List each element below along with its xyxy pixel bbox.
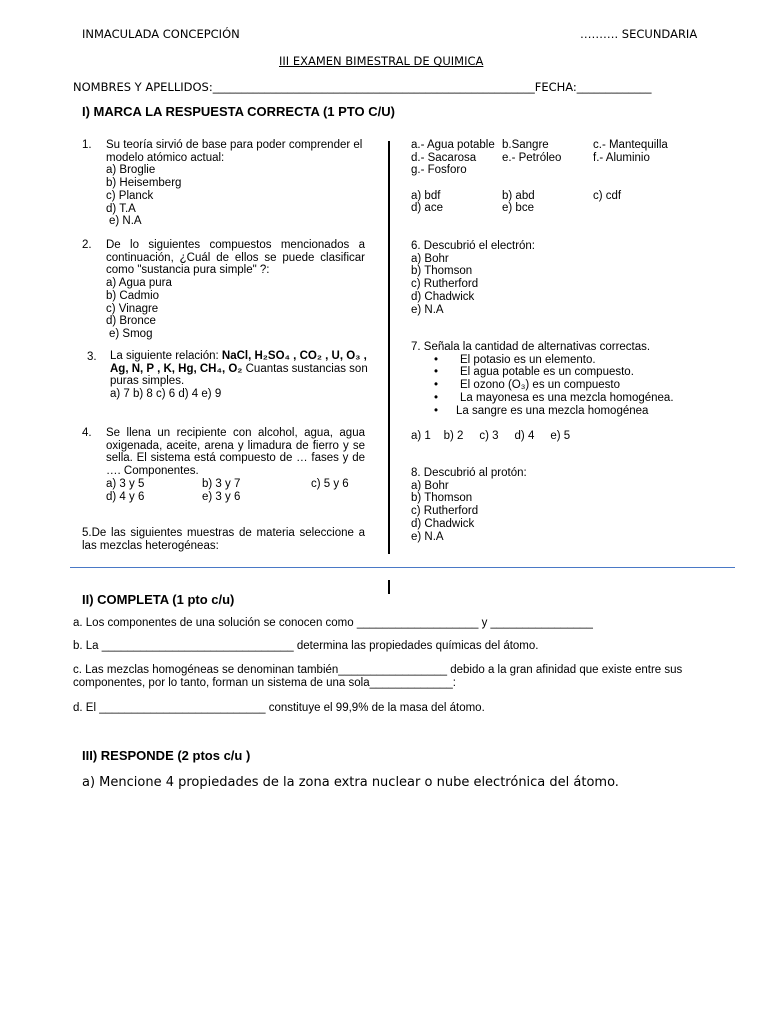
option-8e[interactable]: e) N.A <box>411 530 444 543</box>
question-5 <box>82 527 365 552</box>
option-5a[interactable]: a) bdf <box>411 189 441 202</box>
option-4b[interactable]: b) 3 y 7 <box>202 477 241 490</box>
section-1-heading: I) MARCA LA RESPUESTA CORRECTA (1 PTO C/U) <box>82 104 395 119</box>
question-2-number: 2. <box>82 239 92 251</box>
question-4-number: 4. <box>82 427 92 439</box>
bullet-icon: • <box>434 391 439 404</box>
option-1c[interactable]: c) Planck <box>106 189 154 202</box>
option-8d[interactable]: d) Chadwick <box>411 517 475 530</box>
option-8c[interactable]: c) Rutherford <box>411 505 479 518</box>
option-6e[interactable]: e) N.A <box>411 303 444 316</box>
question-3-number: 3. <box>87 351 97 363</box>
option-1a[interactable]: a) Broglie <box>106 164 156 177</box>
question-7 <box>411 341 674 417</box>
question-6 <box>411 240 535 316</box>
option-6b[interactable]: b) Thomson <box>411 265 473 278</box>
names-date-field[interactable]: NOMBRES Y APELLIDOS:________________________________________________________FECHA:_____________ <box>73 80 652 94</box>
school-name: INMACULADA CONCEPCIÓN <box>82 27 240 41</box>
option-5b[interactable]: b) abd <box>502 189 535 202</box>
question-5-text-line2: las mezclas heterogéneas: <box>82 539 219 552</box>
option-5d[interactable]: d) ace <box>411 202 443 215</box>
question-1-text-line1: Su teoría sirvió de base para poder comprender el <box>106 139 363 151</box>
question-2-text-line3: como "sustancia pura simple" ?: <box>106 264 270 277</box>
question-2-text-line1: De lo siguientes compuestos mencionados a <box>106 239 365 251</box>
complete-b[interactable]: b. La ______________________________ determina las propiedades químicas del átomo. <box>73 640 539 652</box>
option-4e[interactable]: e) 3 y 6 <box>202 490 241 503</box>
bullet-icon: • <box>434 379 439 392</box>
question-1-number: 1. <box>82 139 92 151</box>
section-2-heading: II) COMPLETA (1 pto c/u) <box>82 592 235 607</box>
question-6-text: 6. Descubrió el electrón: <box>411 240 536 252</box>
option-2b[interactable]: b) Cadmio <box>106 289 160 302</box>
option-1b[interactable]: b) Heisemberg <box>106 177 182 190</box>
option-2a[interactable]: a) Agua pura <box>106 277 172 290</box>
question-3-text-line3: puras simples. <box>110 375 185 388</box>
sample-c: c.- Mantequilla <box>593 139 668 151</box>
option-2e[interactable]: e) Smog <box>109 327 153 340</box>
statement-2: • El agua potable es un compuesto. <box>434 366 634 379</box>
question-5-options <box>411 139 711 215</box>
question-8 <box>411 467 527 543</box>
question-5-text-line1: 5.De las siguientes muestras de materia seleccione a <box>82 527 365 539</box>
statement-3: • El ozono (O₃) es un compuesto <box>434 379 621 392</box>
option-4c[interactable]: c) 5 y 6 <box>311 477 349 490</box>
column-divider <box>388 141 390 554</box>
question-1-text-line2: modelo atómico actual: <box>106 151 225 164</box>
question-7-text: 7. Señala la cantidad de alternativas correctas. <box>411 341 651 353</box>
option-5e[interactable]: e) bce <box>502 202 534 215</box>
question-4-text-line4: …. Componentes. <box>106 465 199 478</box>
question-3-formula-line1: NaCl, H₂SO₄ , CO₂ , U, O₃ , <box>221 350 367 362</box>
question-3-options[interactable]: a) 7 b) 8 c) 6 d) 4 e) 9 <box>110 388 222 401</box>
option-4a[interactable]: a) 3 y 5 <box>106 477 145 490</box>
bullet-icon: • <box>434 366 439 379</box>
sample-g: g.- Fosforo <box>411 164 467 177</box>
option-5c[interactable]: c) cdf <box>593 189 622 202</box>
complete-c-line1: c. Las mezclas homogéneas se denominan también_________________ debido a la gran afinidad que existe entre sus <box>73 664 683 676</box>
sample-f: f.- Aluminio <box>593 151 650 164</box>
option-2c[interactable]: c) Vinagre <box>106 302 159 315</box>
option-6c[interactable]: c) Rutherford <box>411 278 479 291</box>
sample-b: b.Sangre <box>502 139 549 151</box>
section-3-heading: III) RESPONDE (2 ptos c/u ) <box>82 748 251 763</box>
complete-d[interactable]: d. El __________________________ constituye el 99,9% de la masa del átomo. <box>73 702 485 714</box>
bullet-icon: • <box>434 353 439 366</box>
option-8b[interactable]: b) Thomson <box>411 492 473 505</box>
question-1 <box>106 139 362 228</box>
complete-a[interactable]: a. Los componentes de una solución se conocen como ___________________ y ________________ <box>73 617 593 629</box>
statement-4: • La mayonesa es una mezcla homogénea. <box>434 391 674 404</box>
exam-title: III EXAMEN BIMESTRAL DE QUIMICA <box>279 54 484 68</box>
complete-c[interactable] <box>73 664 682 689</box>
question-3-text-post: Cuantas sustancias son <box>242 362 368 375</box>
question-3-formula-line2: Ag, N, P , K, Hg, CH₄, O₂ <box>110 362 243 375</box>
sample-e: e.- Petróleo <box>502 151 562 164</box>
question-8-text: 8. Descubrió al protón: <box>411 467 527 479</box>
question-3 <box>110 350 368 401</box>
question-4-text-line1: Se llena un recipiente con alcohol, agua, agua <box>106 427 365 439</box>
grade-label: ………. SECUNDARIA <box>580 27 698 41</box>
question-3-text-pre: La siguiente relación: <box>110 350 222 362</box>
statement-1: • El potasio es un elemento. <box>434 353 596 366</box>
complete-c-line2: componentes, por lo tanto, forman un sistema de una sola_____________: <box>73 676 456 689</box>
option-6d[interactable]: d) Chadwick <box>411 290 475 303</box>
question-7-options[interactable]: a) 1 b) 2 c) 3 d) 4 e) 5 <box>411 430 571 442</box>
question-4 <box>106 427 365 503</box>
sample-a: a.- Agua potable <box>411 139 495 151</box>
option-6a[interactable]: a) Bohr <box>411 252 449 265</box>
option-4d[interactable]: d) 4 y 6 <box>106 490 145 503</box>
question-2 <box>106 239 365 341</box>
text-cursor-mark <box>388 580 390 594</box>
option-1d[interactable]: d) T.A <box>106 202 136 215</box>
question-4-text-line3: sella. El sistema está compuesto de … fases y de <box>106 452 365 465</box>
question-2-text-line2: continuación, ¿Cuál de ellos se puede clasificar <box>106 251 365 264</box>
respond-a[interactable]: a) Mencione 4 propiedades de la zona extra nuclear o nube electrónica del átomo. <box>82 775 619 790</box>
option-1e[interactable]: e) N.A <box>109 215 142 228</box>
section-divider <box>70 567 735 568</box>
option-8a[interactable]: a) Bohr <box>411 479 449 492</box>
sample-d: d.- Sacarosa <box>411 151 477 164</box>
bullet-icon: • <box>434 404 439 417</box>
option-2d[interactable]: d) Bronce <box>106 315 156 328</box>
statement-5: • La sangre es una mezcla homogénea <box>434 404 649 417</box>
question-4-text-line2: oxigenada, aceite, arena y limadura de fierro y se <box>106 439 365 452</box>
